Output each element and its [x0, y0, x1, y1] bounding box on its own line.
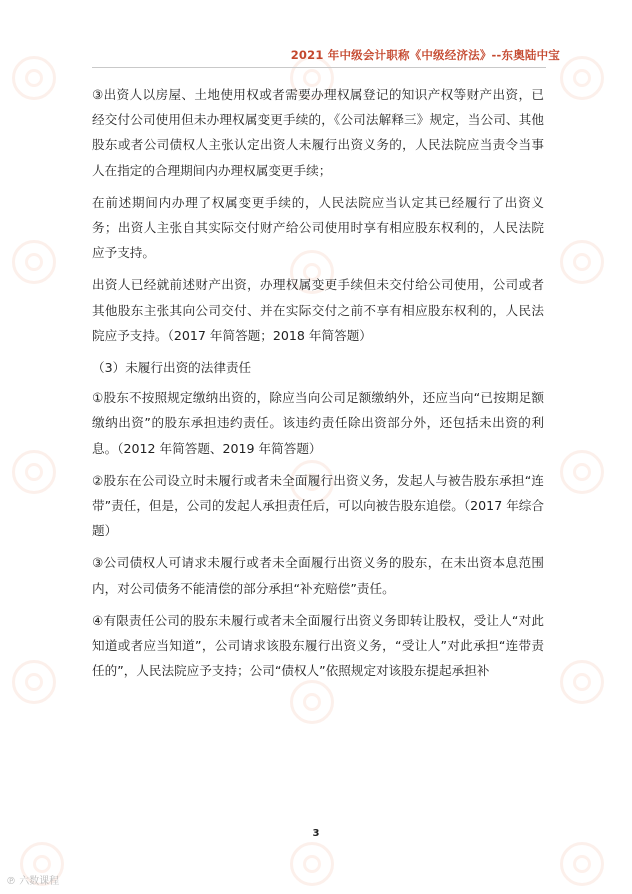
watermark-logo-icon	[12, 660, 56, 704]
footer-watermark-text: 六数课程	[19, 876, 60, 887]
page-number: 3	[312, 828, 320, 839]
watermark-logo-icon	[560, 56, 604, 100]
watermark-logo-icon	[560, 842, 604, 886]
paragraph: ③出资人以房屋、土地使用权或者需要办理权属登记的知识产权等财产出资，已经交付公司使用但未办理权属变更手续的，《公司法解释三》规定，当公司、其他股东或者公司债权人主张认定出资人未履行出资义务的，人民法院应当责令当事人在指定的合理期间内办理权属变更手续；	[92, 87, 544, 178]
paragraph: ①股东不按照规定缴纳出资的，除应当向公司足额缴纳外，还应当向“已按期足额缴纳出资”的股东承担违约责任。该违约责任除出资部分外，还包括未出资的利息。（2012 年简答题、2019 年简答题）	[92, 390, 544, 456]
document-body	[92, 82, 544, 690]
watermark-logo-icon	[560, 660, 604, 704]
watermark-logo-icon	[560, 450, 604, 494]
paragraph: 在前述期间内办理了权属变更手续的，人民法院应当认定其已经履行了出资义务；出资人主张自其实际交付财产给公司使用时享有相应股东权利的，人民法院应予支持。	[92, 194, 544, 261]
watermark-logo-icon	[290, 842, 334, 886]
watermark-logo-icon: ℗	[6, 876, 16, 887]
watermark-logo-icon	[12, 240, 56, 284]
section-heading: （3）未履行出资的法律责任	[92, 360, 252, 376]
watermark-logo-icon	[12, 56, 56, 100]
watermark-logo-icon	[12, 450, 56, 494]
page-header-title: 2021 年中级会计职称《中级经济法》--东奥陆中宝	[290, 48, 560, 62]
header-divider	[92, 67, 546, 68]
footer-watermark	[6, 872, 59, 887]
watermark-logo-icon	[560, 240, 604, 284]
paragraph: ④有限责任公司的股东未履行或者未全面履行出资义务即转让股权，受让人“对此知道或者应当知道”，公司请求该股东履行出资义务，“受让人”对此承担“连带责任的”，人民法院应予支持；公司“债权人”依照规定对该股东提起承担补	[92, 612, 544, 679]
paragraph: 出资人已经就前述财产出资，办理权属变更手续但未交付给公司使用，公司或者其他股东主张其向公司交付、并在实际交付之前不享有相应股东权利的，人民法院应予支持。（2017 年简答题；2018 年简答题）	[92, 277, 544, 343]
paragraph: ③公司债权人可请求未履行或者未全面履行出资义务的股东，在未出资本息范围内，对公司债务不能清偿的部分承担“补充赔偿”责任。	[92, 555, 544, 596]
paragraph: ②股东在公司设立时未履行或者未全面履行出资义务，发起人与被告股东承担“连带”责任，但是，公司的发起人承担责任后，可以向被告股东追偿。（2017 年综合题）	[92, 472, 544, 539]
